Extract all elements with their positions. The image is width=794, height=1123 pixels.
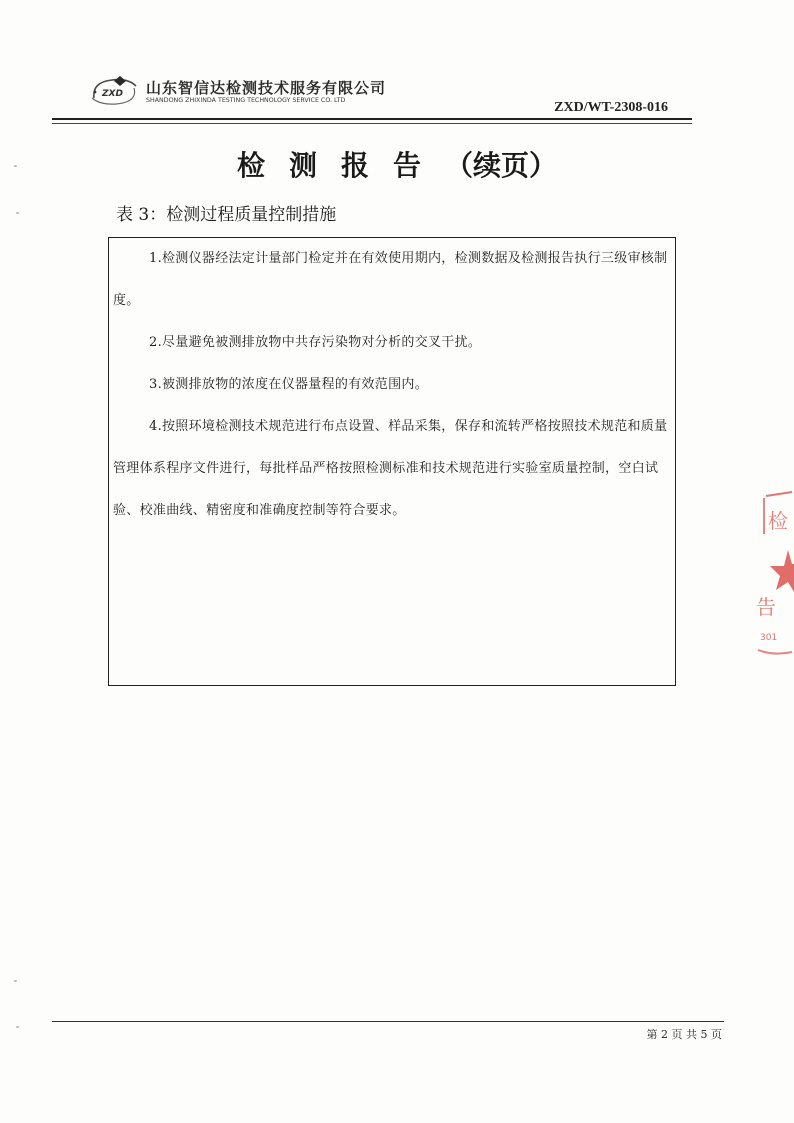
scan-speck <box>14 165 17 167</box>
page-indicator: 第 2 页 共 5 页 <box>646 1028 722 1041</box>
seal-digits: 301 <box>760 633 778 643</box>
page-title-suffix: （续页） <box>445 149 558 182</box>
scan-speck <box>14 980 17 982</box>
report-number: ZXD/WT-2308-016 <box>554 100 668 115</box>
logo-text: ZXD <box>102 89 123 99</box>
scan-speck <box>16 1026 19 1028</box>
scan-speck <box>16 212 19 214</box>
seal-star-icon <box>770 550 794 592</box>
company-name-en: SHANDONG ZHIXINDA TESTING TECHNOLOGY SERVICE CO. LTD <box>146 97 346 104</box>
footer-rule <box>52 1021 724 1022</box>
measure-item-1: 1.检测仪器经法定计量部门检定并在有效使用期内，检测数据及检测报告执行三级审核制度。 <box>113 251 668 308</box>
seal-char-2: 告 <box>756 595 776 619</box>
seal-char-1: 检 <box>768 509 788 533</box>
company-name-cn: 山东智信达检测技术服务有限公司 <box>146 79 387 97</box>
quality-control-box <box>108 237 676 686</box>
header-rule-thick <box>52 118 692 120</box>
seal-stamp-fragment <box>752 488 794 658</box>
measure-item-2: 2.尽量避免被测排放物中共存污染物对分析的交叉干扰。 <box>149 335 482 350</box>
company-logo-icon <box>86 72 142 112</box>
page-title-main: 检测报告 <box>236 149 445 182</box>
page-title <box>0 144 794 184</box>
measure-item-4: 4.按照环境检测技术规范进行布点设置、样品采集，保存和流转严格按照技术规范和质量管理体系程序文件进行，每批样品严格按照检测标准和技术规范进行实验室质量控制，空白试验、校准曲线、精密度和准确度控制等符合要求。 <box>113 419 668 518</box>
measure-item-3: 3.被测排放物的浓度在仪器量程的有效范围内。 <box>149 377 429 392</box>
table-caption: 表 3：检测过程质量控制措施 <box>116 205 337 225</box>
header-rule-thin <box>52 123 692 124</box>
